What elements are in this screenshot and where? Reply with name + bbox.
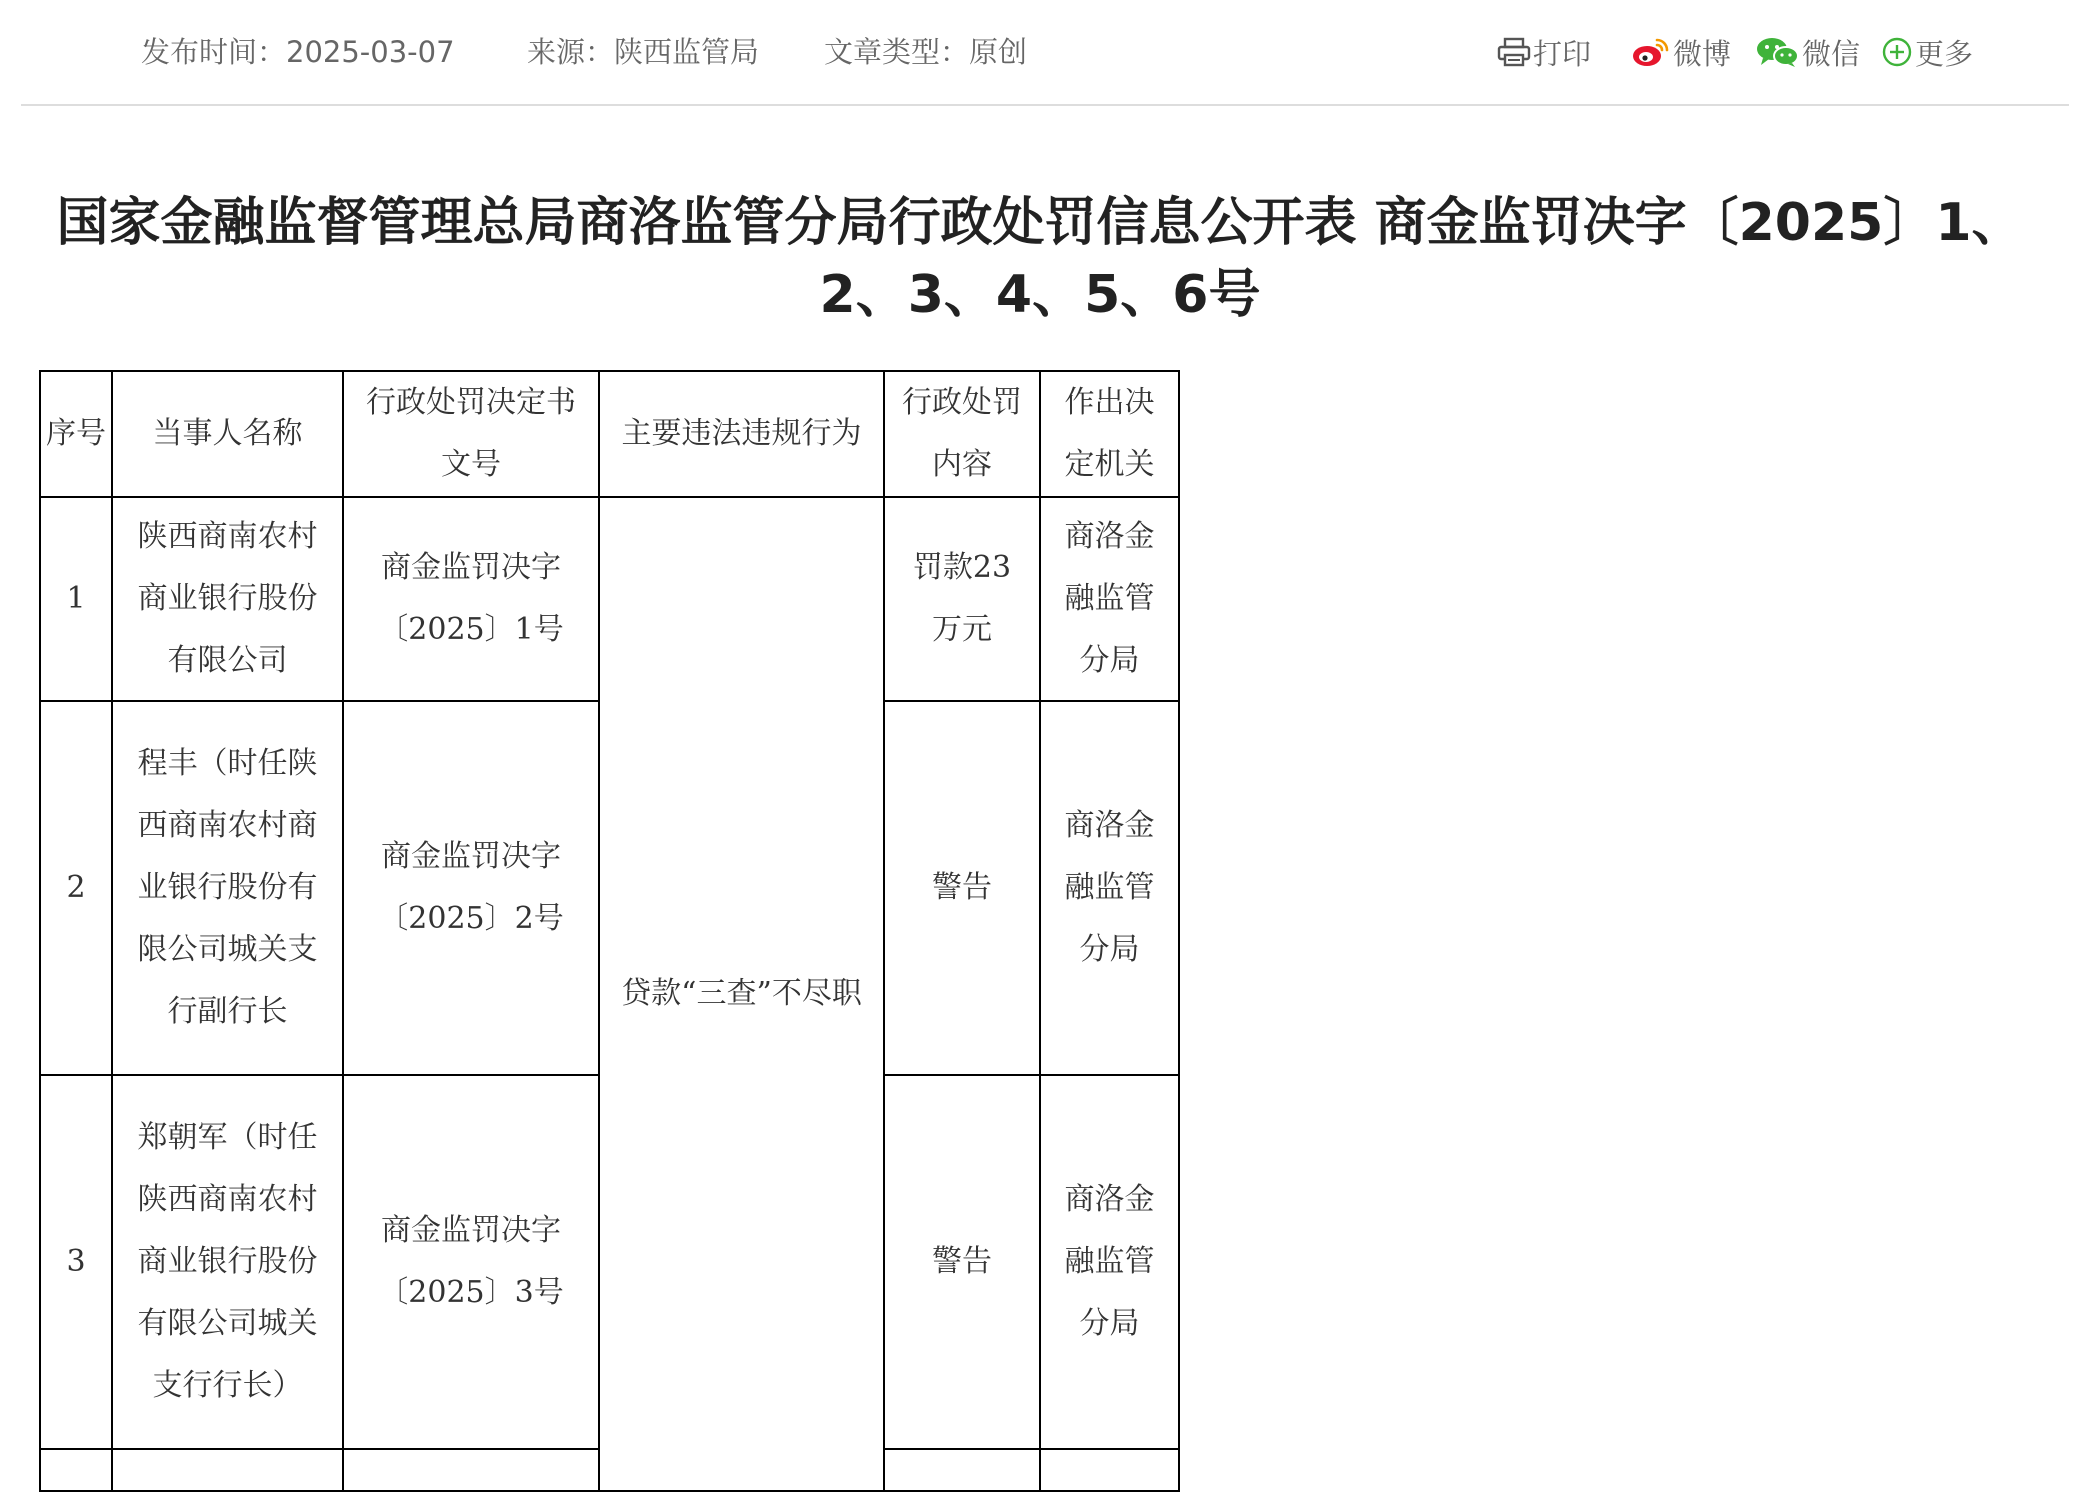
party-name: 陕西商南农村商业银行股份有限公司 xyxy=(112,497,343,701)
decision-authority: 商洛金融监管分局 xyxy=(1040,701,1179,1075)
party-name: 郑朝军（时任陕西商南农村商业银行股份有限公司城关支行行长） xyxy=(112,1075,343,1449)
penalty-content: 罚款23万元 xyxy=(884,497,1040,701)
party-name: 程丰（时任陕西商南农村商业银行股份有限公司城关支行副行长 xyxy=(112,701,343,1075)
violation-cell: 贷款“三查”不尽职 xyxy=(599,497,884,1491)
decision-authority: 商洛金融监管分局 xyxy=(1040,497,1179,701)
row-number: 2 xyxy=(40,701,112,1075)
header-cell-authority: 作出决定机关 xyxy=(1040,371,1179,497)
wechat-icon xyxy=(1756,36,1802,68)
penalty-content: 警告 xyxy=(884,701,1040,1075)
row-number: 1 xyxy=(40,497,112,701)
article-source: 来源：陕西监管局 xyxy=(527,35,760,69)
print-icon xyxy=(1497,37,1533,67)
penalty-info-table xyxy=(39,370,1180,1492)
table-row xyxy=(40,497,1179,701)
wechat-label: 微信 xyxy=(1802,36,1861,71)
table-header-row xyxy=(40,371,1179,497)
decision-doc-number: 商金监罚决字〔2025〕2号 xyxy=(343,701,599,1075)
penalty-content: 警告 xyxy=(884,1075,1040,1449)
header-cell-penalty: 行政处罚内容 xyxy=(884,371,1040,497)
penalty-table-container xyxy=(39,370,1180,1492)
print-label: 打印 xyxy=(1533,36,1592,71)
print-button[interactable] xyxy=(1497,32,1591,72)
weibo-icon xyxy=(1631,36,1673,68)
decision-doc-number: 商金监罚决字〔2025〕1号 xyxy=(343,497,599,701)
header-cell-doc: 行政处罚决定书文号 xyxy=(343,371,599,497)
row-number: 3 xyxy=(40,1075,112,1449)
article-meta-bar xyxy=(21,0,2069,106)
decision-authority: 商洛金融监管分局 xyxy=(1040,1075,1179,1449)
header-cell-violation: 主要违法违规行为 xyxy=(599,371,884,497)
decision-doc-number-cut-off xyxy=(343,1449,599,1491)
row-number-cut-off xyxy=(40,1449,112,1491)
publish-time: 发布时间：2025-03-07 xyxy=(141,35,455,69)
article-title: 国家金融监督管理总局商洛监管分局行政处罚信息公开表 商金监罚决字〔2025〕1、2、3、4、5、6号 xyxy=(56,192,2024,325)
header-cell-no: 序号 xyxy=(40,371,112,497)
party-name-cut-off xyxy=(112,1449,343,1491)
decision-doc-number: 商金监罚决字〔2025〕3号 xyxy=(343,1075,599,1449)
weibo-label: 微博 xyxy=(1673,36,1732,71)
decision-authority-cut-off xyxy=(1040,1449,1179,1491)
more-share-button[interactable] xyxy=(1881,32,1973,72)
more-label: 更多 xyxy=(1915,36,1974,71)
header-cell-party: 当事人名称 xyxy=(112,371,343,497)
plus-circle-icon xyxy=(1881,36,1915,68)
wechat-share-button[interactable] xyxy=(1756,32,1860,72)
penalty-content-cut-off xyxy=(884,1449,1040,1491)
article-type: 文章类型：原创 xyxy=(824,35,1028,69)
weibo-share-button[interactable] xyxy=(1631,32,1731,72)
